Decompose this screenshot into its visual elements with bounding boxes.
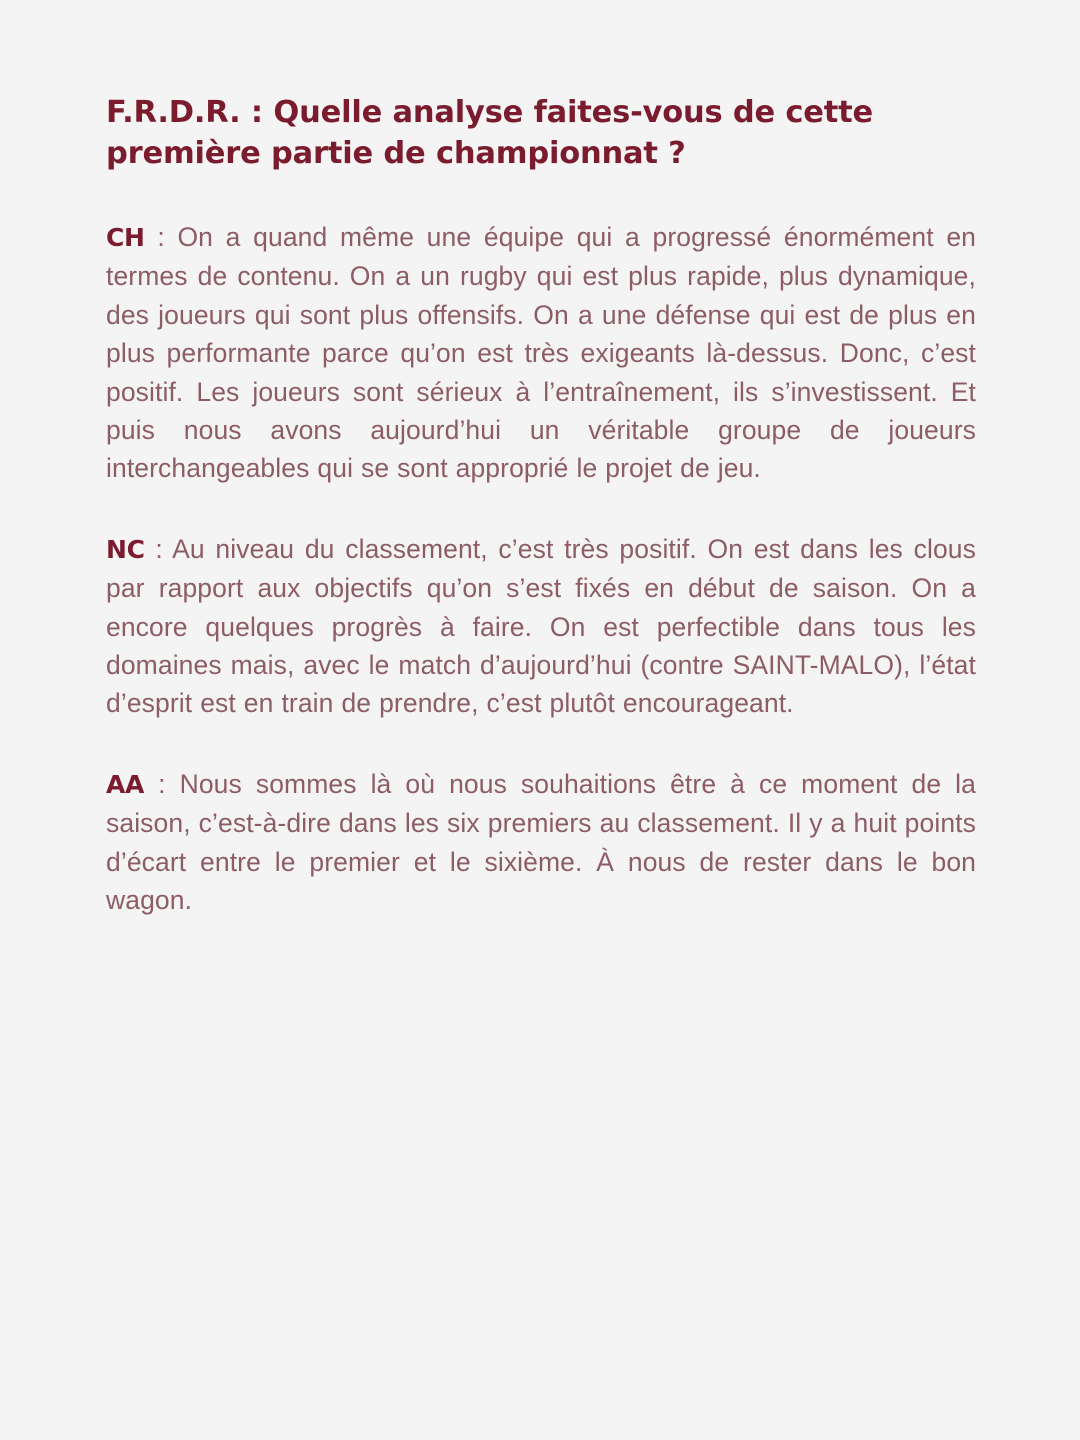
answer-paragraph-nc [106,530,976,723]
answer-block-ch [106,218,976,488]
answer-text-ch: On a quand même une équipe qui a progressé énormément en termes de contenu. On a un rugby qui est plus rapide, plus dynamique, des joueurs qui sont plus offensifs. On a une défense qui est de plus en plus performante parce qu’on est très exigeants là-dessus. Donc, c’est positif. Les joueurs sont sérieux à l’entraînement, ils s’investissent. Et puis nous avons aujourd’hui un véritable groupe de joueurs interchangeables qui se sont approprié le projet de jeu. [106,222,976,484]
question-heading: F.R.D.R. : Quelle analyse faites-vous de cette première partie de championnat ? [106,95,874,171]
answer-text-aa: Nous sommes là où nous souhaitions être à ce moment de la saison, c’est-à-dire dans les six premiers au classement. Il y a huit points d’écart entre le premier et le sixième. À nous de rester dans le bon wagon. [106,768,976,916]
speaker-label-ch: CH [106,223,145,252]
interview-article [106,92,976,920]
answer-paragraph-ch [106,218,976,488]
speaker-label-aa: AA [106,769,145,799]
speaker-separator-aa: : [144,768,180,799]
answer-block-nc [106,530,976,723]
speaker-separator-nc: : [144,533,173,564]
answer-block-aa [106,765,976,920]
answer-paragraph-aa [106,765,976,920]
speaker-label-nc: NC [106,534,145,564]
answer-text-nc: Au niveau du classement, c’est très positif. On est dans les clous par rapport aux objectifs qu’on s’est fixés en début de saison. On a encore quelques progrès à faire. On est perfectible dans tous les domaines mais, avec le match d’aujourd’hui (contre SAINT-MALO), l’état d’esprit est en train de prendre, c’est plutôt encourageant. [106,533,976,719]
speaker-separator-ch: : [144,222,178,252]
